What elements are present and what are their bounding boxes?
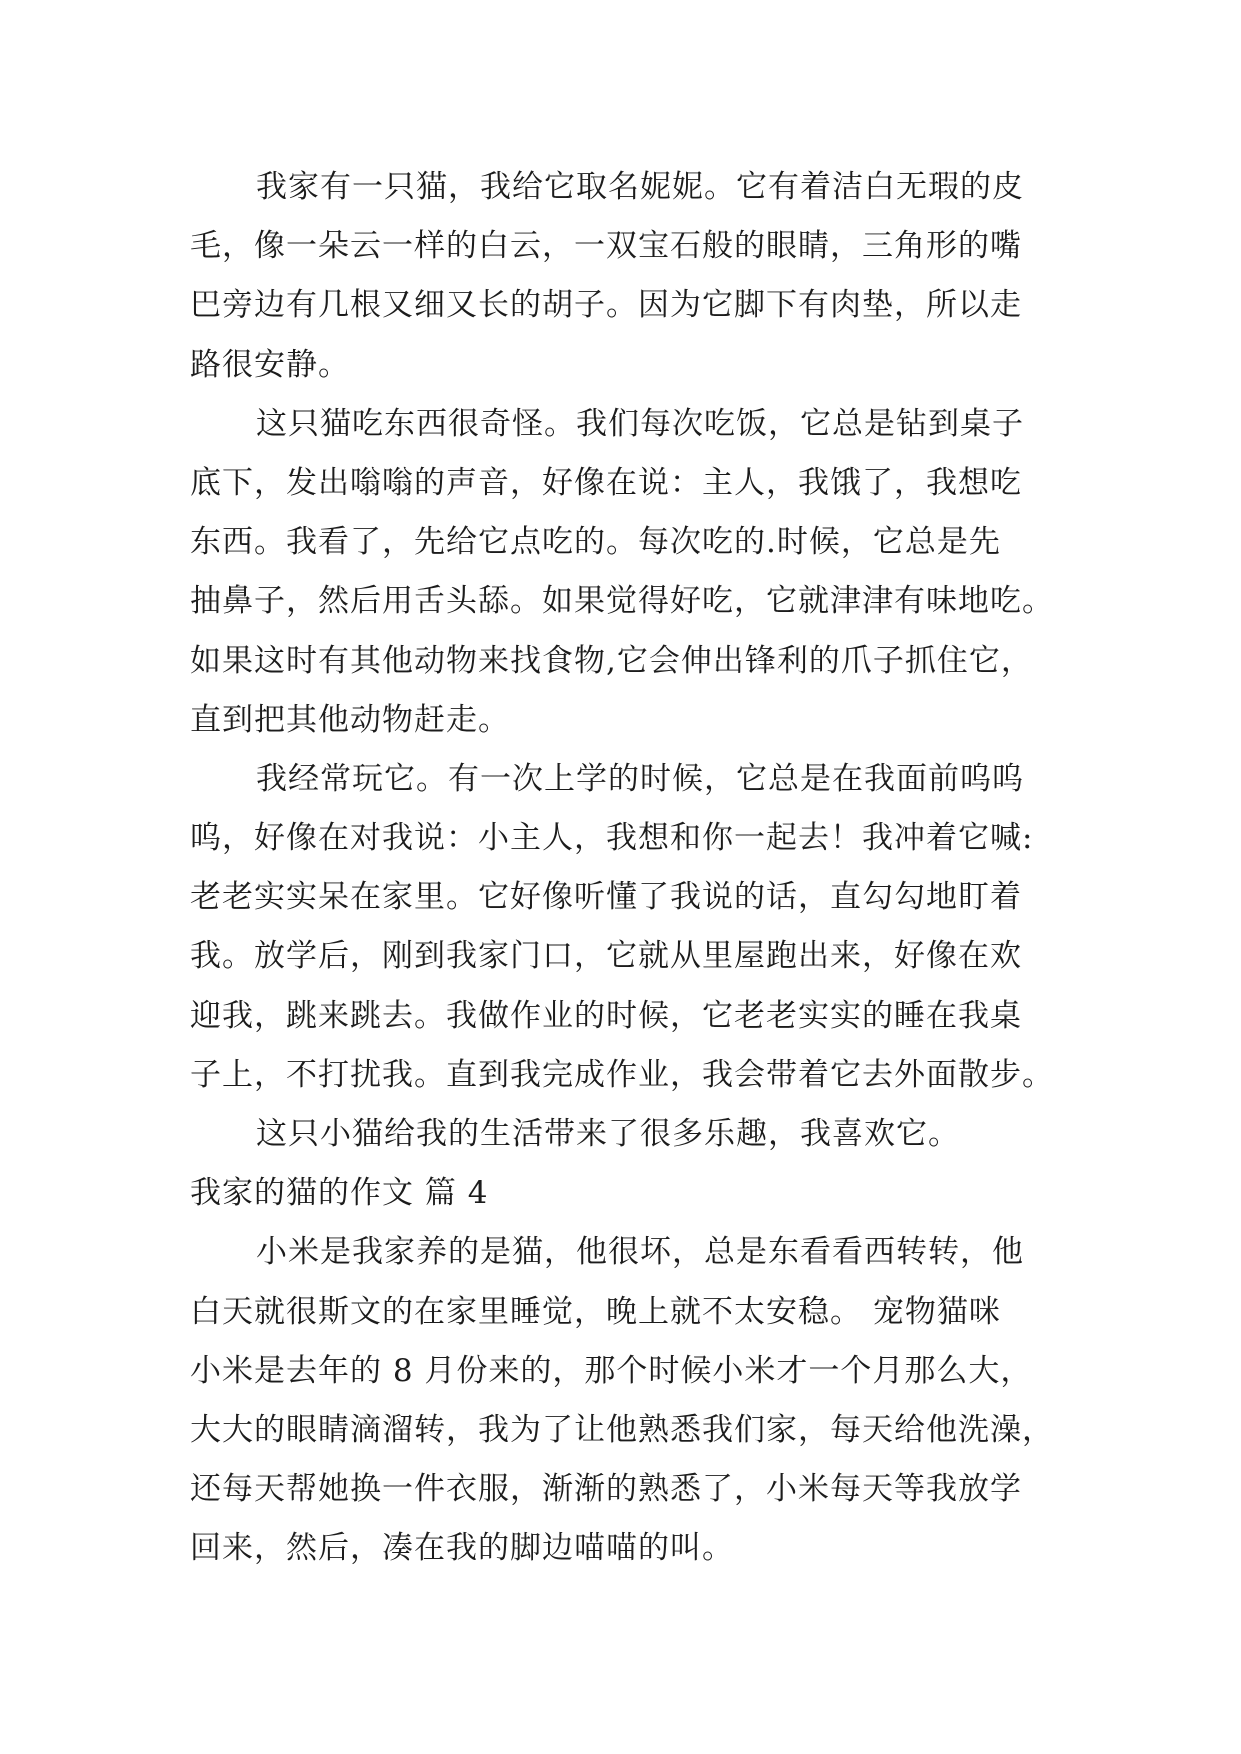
text-line: 如果这时有其他动物来找食物,它会伸出锋利的爪子抓住它， bbox=[190, 642, 1033, 679]
text-line: 还每天帮她换一件衣服，渐渐的熟悉了，小米每天等我放学 bbox=[190, 1471, 1022, 1508]
text-line: 小米是去年的 8 月份来的，那个时候小米才一个月那么大， bbox=[190, 1352, 1033, 1389]
text-line: 我家有一只猫，我给它取名妮妮。它有着洁白无瑕的皮 bbox=[256, 169, 1024, 205]
text-line: 抽鼻子，然后用舌头舔。如果觉得好吃，它就津津有味地吃。 bbox=[190, 583, 1054, 620]
essay-text-block bbox=[190, 158, 1060, 1579]
text-line: 老老实实呆在家里。它好像听懂了我说的话，直勾勾地盯着 bbox=[190, 879, 1022, 916]
text-line: 巴旁边有几根又细又长的胡子。因为它脚下有肉垫，所以走 bbox=[190, 287, 1022, 324]
text-line: 回来，然后，凑在我的脚边喵喵的叫。 bbox=[190, 1530, 734, 1567]
section-heading: 我家的猫的作文 篇 4 bbox=[190, 1175, 489, 1212]
text-line: 子上，不打扰我。直到我完成作业，我会带着它去外面散步。 bbox=[190, 1056, 1054, 1093]
text-line: 我经常玩它。有一次上学的时候，它总是在我面前呜呜 bbox=[256, 760, 1024, 797]
text-line: 东西。我看了，先给它点吃的。每次吃的.时候，它总是先 bbox=[190, 524, 1001, 561]
text-line: 直到把其他动物赶走。 bbox=[190, 701, 510, 738]
text-line: 底下，发出嗡嗡的声音，好像在说：主人，我饿了，我想吃 bbox=[190, 464, 1022, 501]
text-line: 小米是我家养的是猫，他很坏，总是东看看西转转，他 bbox=[256, 1234, 1024, 1271]
text-line: 毛，像一朵云一样的白云，一双宝石般的眼睛，三角形的嘴 bbox=[190, 228, 1022, 265]
text-line: 路很安静。 bbox=[190, 346, 350, 383]
text-line: 这只猫吃东西很奇怪。我们每次吃饭，它总是钻到桌子 bbox=[256, 405, 1024, 442]
text-line: 呜，好像在对我说：小主人，我想和你一起去！我冲着它喊: bbox=[190, 820, 1034, 857]
text-line: 白天就很斯文的在家里睡觉，晚上就不太安稳。 宠物猫咪 bbox=[190, 1293, 1001, 1330]
text-line: 这只小猫给我的生活带来了很多乐趣，我喜欢它。 bbox=[256, 1116, 960, 1152]
text-line: 大大的眼睛滴溜转，我为了让他熟悉我们家，每天给他洗澡， bbox=[190, 1411, 1054, 1448]
text-line: 我。放学后，刚到我家门口，它就从里屋跑出来，好像在欢 bbox=[190, 938, 1022, 975]
text-line: 迎我，跳来跳去。我做作业的时候，它老老实实的睡在我桌 bbox=[190, 997, 1022, 1034]
